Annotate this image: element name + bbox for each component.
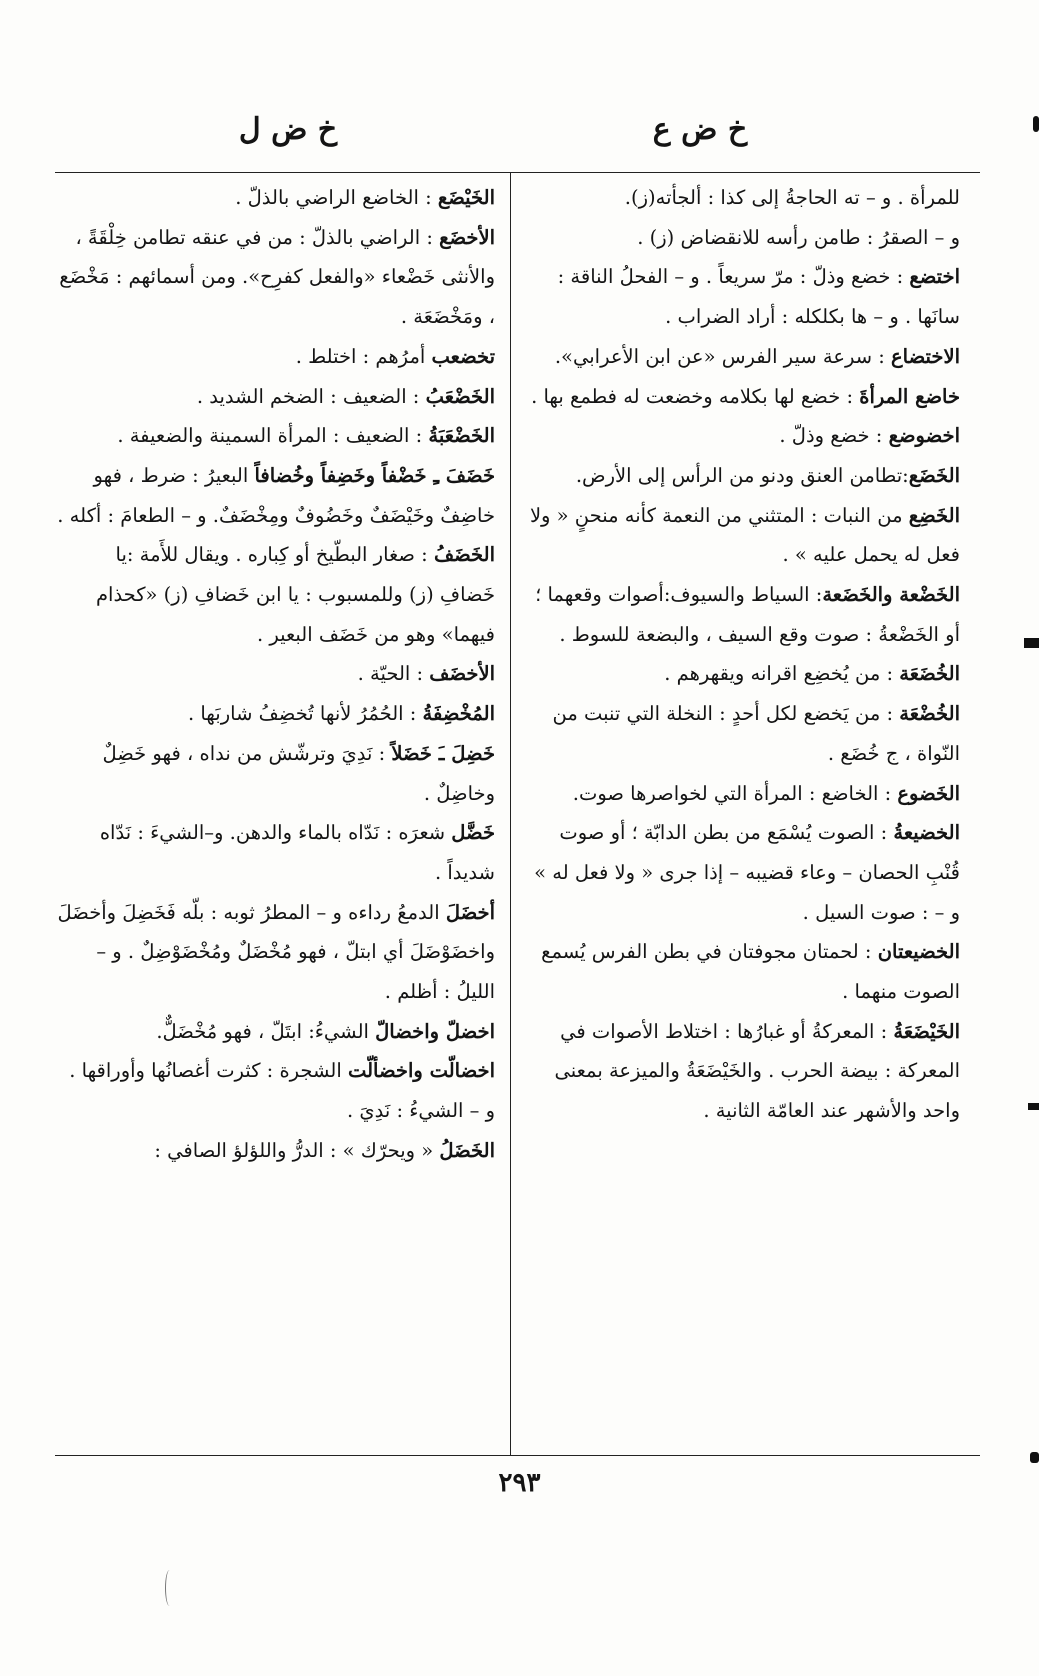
margin-mark [1024,638,1039,648]
definition-text: : سرعة سير الفرس «عن ابن الأعرابي». [554,344,892,368]
left-column [55,178,495,1450]
headword: الخَضَع [908,463,960,487]
headword: الأخضَف [429,662,495,686]
dictionary-entry [55,535,495,654]
headword: الخَيْضَع [437,186,495,209]
headword: المُخْضِفَةُ [422,702,495,726]
bottom-rule [55,1455,980,1456]
headword: الخَيْضَعَةُ [893,1019,960,1043]
headword: اخضوضع [888,424,960,448]
dictionary-entry [520,337,960,377]
definition-text: : الضعيف : المرأة السمينة والضعيفة . [117,424,429,448]
stray-pencil-mark [165,1570,174,1606]
headword: خَضَّل [451,821,495,845]
dictionary-entry [520,218,960,258]
headword: خَضَفَ ـِ خَضْفاً وخَضِفاً وخُضافاً [254,463,495,487]
dictionary-entry [55,1051,495,1130]
dictionary-entry [55,654,495,694]
definition-text: : خضع وذلّ : مرّ سريعاً . و – الفحلُ الناقة : سانَها . و – ها بكلكله : أراد الضراب . [557,265,960,329]
definition-text: : خضع وذلّ . [779,424,889,448]
headword: الخَضِع [908,503,960,527]
headword: الخُضَعَة [899,662,960,686]
headword: الخَضَلُ [439,1138,495,1162]
headword: الخُضْعَة [899,702,960,726]
definition-text: البعيرُ : ضرط ، فهو خاضِفٌ وخَيْضَفٌ وخَضُوفٌ ومِخْضَفٌ. و – الطعامَ : أكله . [57,463,495,527]
definition-text: : صغار البطّيخ أو كِباره . ويقال للأَمة :يا خَضافِ (ز) وللمسبوب : يا ابن خَضافِ (ز) «كحذام فيهما» وهو من خَضَف البعير . [95,543,495,646]
definition-text: « ويحرّك » : الدرُّ واللؤلؤ الصافي : [154,1138,440,1162]
definition-text: : خضع لها بكلامه وخضعت له فطمع بها . [531,384,860,408]
dictionary-entry [55,734,495,813]
header-root-right: خ ض ع [652,112,748,147]
dictionary-entry [55,893,495,1012]
margin-mark [1030,1452,1039,1463]
dictionary-entry [55,377,495,417]
definition-text: : الحُمُرُ لأنها تُخضِفُ شاربَها . [187,702,423,726]
definition-text: : الصوت يُسْمَع من بطن الدابّة ؛ أو صوت قُنْبِ الحصان – وعاء قضيبه – إذا جرى « ولا فعل له » و – : صوت السيل . [534,821,960,924]
definition-text: : السياط والسيوف:أصوات وقعهما ؛ أو الخَضْعةُ : صوت وقع السيف ، والبضعة للسوط . [535,583,960,646]
dictionary-entry [520,178,960,218]
dictionary-entry [520,774,960,814]
dictionary-entry [520,456,960,496]
headword: الخَضَفُ [433,543,495,567]
headword: الاختضاع [891,344,960,368]
headword: الخَضْعة والخَضَعة [822,583,960,607]
definition-text: : الخاضع الراضي بالذلّ . [235,186,438,209]
definition-text: :تطامن العنق ودنو من الرأس إلى الأرض. [575,463,909,487]
dictionary-entry [520,694,960,773]
margin-mark [1028,1103,1039,1110]
dictionary-entry [520,496,960,575]
column-divider [510,172,511,1455]
right-column [520,178,960,1450]
definition-text: : نَدِيَ وترشّش من نداه ، فهو خَضِلٌ وخاضِلٌ . [102,741,495,805]
dictionary-entry [55,1012,495,1052]
dictionary-entry [520,575,960,654]
definition-text: الشجرة : كثرت أغصانُها وأوراقها . و – الشيءُ : نَدِيَ . [69,1059,495,1123]
dictionary-entry [55,694,495,734]
headword: الأخضَع [439,225,495,249]
headword: خاضع المرأةَ [859,384,960,408]
headword: الخَضْعَبُ [425,384,495,408]
headword: اختضع [909,265,960,289]
header-root-left: خ ض ل [238,112,338,147]
definition-text: : من يَخضع لكل أحدٍ : النخلة التي تنبت من النّواة ، ج خُضَع . [552,702,960,765]
dictionary-entry [520,932,960,1011]
definition-text: للمرأة . و – ته الحاجةُ إلى كذا : ألجأته(ز). [624,186,960,209]
headword: أخضَلَ [445,900,495,924]
margin-mark [1033,116,1039,132]
dictionary-entry [520,1012,960,1131]
page-number: ٢٩٣ [498,1468,541,1498]
definition-text: : الخاضع : المرأة التي لخواصرها صوت. [572,781,898,805]
dictionary-entry [55,218,495,337]
definition-text: : الحيّة . [357,662,430,686]
headword: الخَضْعَبَةُ [428,424,495,448]
headword: اخضلّ واخضالّ [375,1019,495,1043]
definition-text: : الراضي بالذلّ : من في عنقه تطامن خِلْقَةً ، والأنثى خَضْعاء «والفعل كفرِح». ومن أسمائهم : مَخْضَع ، ومَخْضَعَة . [59,225,495,329]
headword: الخضيعتان [877,940,960,964]
dictionary-entry [55,456,495,535]
definition-text: من النبات : المتثني من النعمة كأنه منحنٍ « ولا فعل له يحمل عليه » . [529,503,960,567]
dictionary-entry [520,813,960,932]
definition-text: الدمعُ رداءه و – المطرُ ثوبه : بلّه فَخَضِلَ وأخضَلَ واخضَوْضَلَ أي ابتلّ ، فهو مُخْضَلٌ ومُخْضَوْضِلٌ . و – الليلُ : أظلم . [57,900,495,1004]
dictionary-entry [520,257,960,336]
definition-text: : لحمتان مجوفتان في بطن الفرس يُسمع الصوت منهما . [541,940,960,1004]
dictionary-entry [55,1131,495,1171]
definition-text: الشيءُ: ابتَلّ ، فهو مُخْضَلٌّ. [156,1019,376,1043]
headword: تخضعب [431,344,495,368]
definition-text: و – الصقرُ : طامن رأسه للانقضاض (ز) . [637,225,960,249]
definition-text: أمرُهم : اختلط . [295,344,432,368]
page-header [0,112,1039,162]
top-rule [55,172,980,173]
dictionary-entry [520,377,960,417]
headword: الخَضوع [897,781,960,805]
dictionary-entry [55,416,495,456]
dictionary-entry [55,337,495,377]
definition-text: شعرَه : نَدّاه بالماء والدهن. و–الشيءَ : نَدّاه شديداً . [99,821,495,884]
definition-text: : المعركةُ أو غبارُها : اختلاط الأصوات في المعركة : بيضة الحرب . والخَيْضَعَةُ والميزعة بمعنى واحد والأشهر عند العامّة الثانية . [554,1019,960,1123]
headword: خَضِلَ ـَ خَضَلاً [391,741,495,765]
dictionary-entry [55,813,495,892]
headword: الخضيعةُ [893,821,960,845]
dictionary-entry [520,654,960,694]
headword: اخضالّت واخضألّت [347,1059,495,1083]
dictionary-entry [520,416,960,456]
definition-text: : الضعيف : الضخم الشديد . [196,384,426,408]
dictionary-entry [55,178,495,218]
definition-text: : من يُخضِع اقرانه ويقهرهم . [664,662,900,686]
